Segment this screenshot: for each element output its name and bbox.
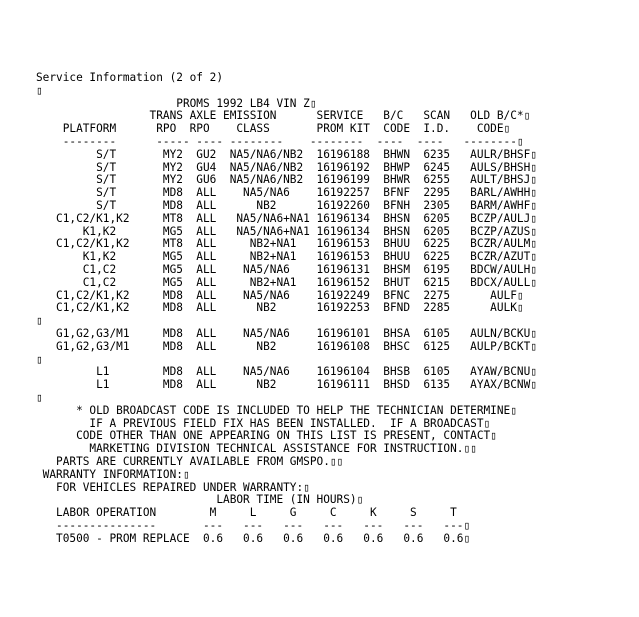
labor-table-rule: --------------- --- --- --- --- --- --- ---▯ — [36, 518, 471, 532]
table-header: TRANS AXLE EMISSION SERVICE B/C SCAN OLD B/C*▯ — [36, 109, 531, 123]
table-row: C1,C2/K1,K2 MD8 ALL NB2 16192253 BFND 2285 AULK▯ — [36, 301, 524, 315]
service-information-document — [36, 72, 537, 545]
table-row: S/T MD8 ALL NA5/NA6 16192257 BFNF 2295 BARL/AWHH▯ — [36, 186, 537, 200]
table-row: C1,C2/K1,K2 MT8 ALL NB2+NA1 16196153 BHUU 6225 BCZR/AULM▯ — [36, 237, 537, 251]
warranty-subheading: FOR VEHICLES REPAIRED UNDER WARRANTY:▯ — [36, 480, 310, 494]
footnote-line: CODE OTHER THAN ONE APPEARING ON THIS LIST IS PRESENT, CONTACT▯ — [36, 429, 497, 443]
table-row: G1,G2,G3/M1 MD8 ALL NA5/NA6 16196101 BHSA 6105 AULN/BCKU▯ — [36, 326, 537, 340]
table-row: K1,K2 MG5 ALL NA5/NA6+NA1 16196134 BHSN 6205 BCZP/AZUS▯ — [36, 224, 537, 238]
table-row: S/T MD8 ALL NB2 16192260 BFNH 2305 BARM/AWHF▯ — [36, 198, 537, 212]
document-title: Service Information (2 of 2) — [36, 71, 224, 84]
text-line: ▯ — [36, 314, 43, 328]
table-row: L1 MD8 ALL NA5/NA6 16196104 BHSB 6105 AYAW/BCNU▯ — [36, 365, 537, 379]
footnote-line: MARKETING DIVISION TECHNICAL ASSISTANCE FOR INSTRUCTION.▯▯ — [36, 442, 477, 456]
table-row: G1,G2,G3/M1 MD8 ALL NB2 16196108 BHSC 6125 AULP/BCKT▯ — [36, 339, 537, 353]
text-line: ▯ — [36, 83, 43, 97]
table-row: C1,C2 MG5 ALL NA5/NA6 16196131 BHSM 6195 BDCW/AULH▯ — [36, 262, 537, 276]
warranty-heading: WARRANTY INFORMATION:▯ — [36, 467, 190, 481]
footnote-line: IF A PREVIOUS FIELD FIX HAS BEEN INSTALLED. IF A BROADCAST▯ — [36, 416, 491, 430]
table-header-rule: -------- ----- ---- -------- -------- ---- ---- --------▯ — [36, 134, 524, 148]
table-row: K1,K2 MG5 ALL NB2+NA1 16196153 BHUU 6225 BCZR/AZUT▯ — [36, 250, 537, 264]
table-header: PLATFORM RPO RPO CLASS PROM KIT CODE I.D. CODE▯ — [36, 122, 511, 136]
table-row: S/T MY2 GU4 NA5/NA6/NB2 16196192 BHWP 6245 AULS/BHSH▯ — [36, 160, 537, 174]
table-row: C1,C2/K1,K2 MT8 ALL NA5/NA6+NA1 16196134 BHSN 6205 BCZP/AULJ▯ — [36, 211, 537, 225]
footnote-line: * OLD BROADCAST CODE IS INCLUDED TO HELP THE TECHNICIAN DETERMINE▯ — [36, 403, 517, 417]
labor-table-header: LABOR OPERATION M L G C K S T — [36, 506, 457, 520]
table-row: L1 MD8 ALL NB2 16196111 BHSD 6135 AYAX/BCNW▯ — [36, 378, 537, 392]
table-row: S/T MY2 GU6 NA5/NA6/NB2 16196199 BHWR 6255 AULT/BHSJ▯ — [36, 173, 537, 187]
parts-availability-note: PARTS ARE CURRENTLY AVAILABLE FROM GMSPO.▯▯ — [36, 454, 344, 468]
text-line: ▯ — [36, 390, 43, 404]
table-row: C1,C2/K1,K2 MD8 ALL NA5/NA6 16192249 BFNC 2275 AULF▯ — [36, 288, 524, 302]
labor-table-row: T0500 - PROM REPLACE 0.6 0.6 0.6 0.6 0.6 0.6 0.6▯ — [36, 531, 471, 545]
labor-table-title: LABOR TIME (IN HOURS)▯ — [36, 493, 364, 507]
table-row: C1,C2 MG5 ALL NB2+NA1 16196152 BHUT 6215 BDCX/AULL▯ — [36, 275, 537, 289]
text-line: ▯ — [36, 352, 43, 366]
table-row: S/T MY2 GU2 NA5/NA6/NB2 16196188 BHWN 6235 AULR/BHSF▯ — [36, 147, 537, 161]
table-title: PROMS 1992 LB4 VIN Z▯ — [36, 96, 317, 110]
